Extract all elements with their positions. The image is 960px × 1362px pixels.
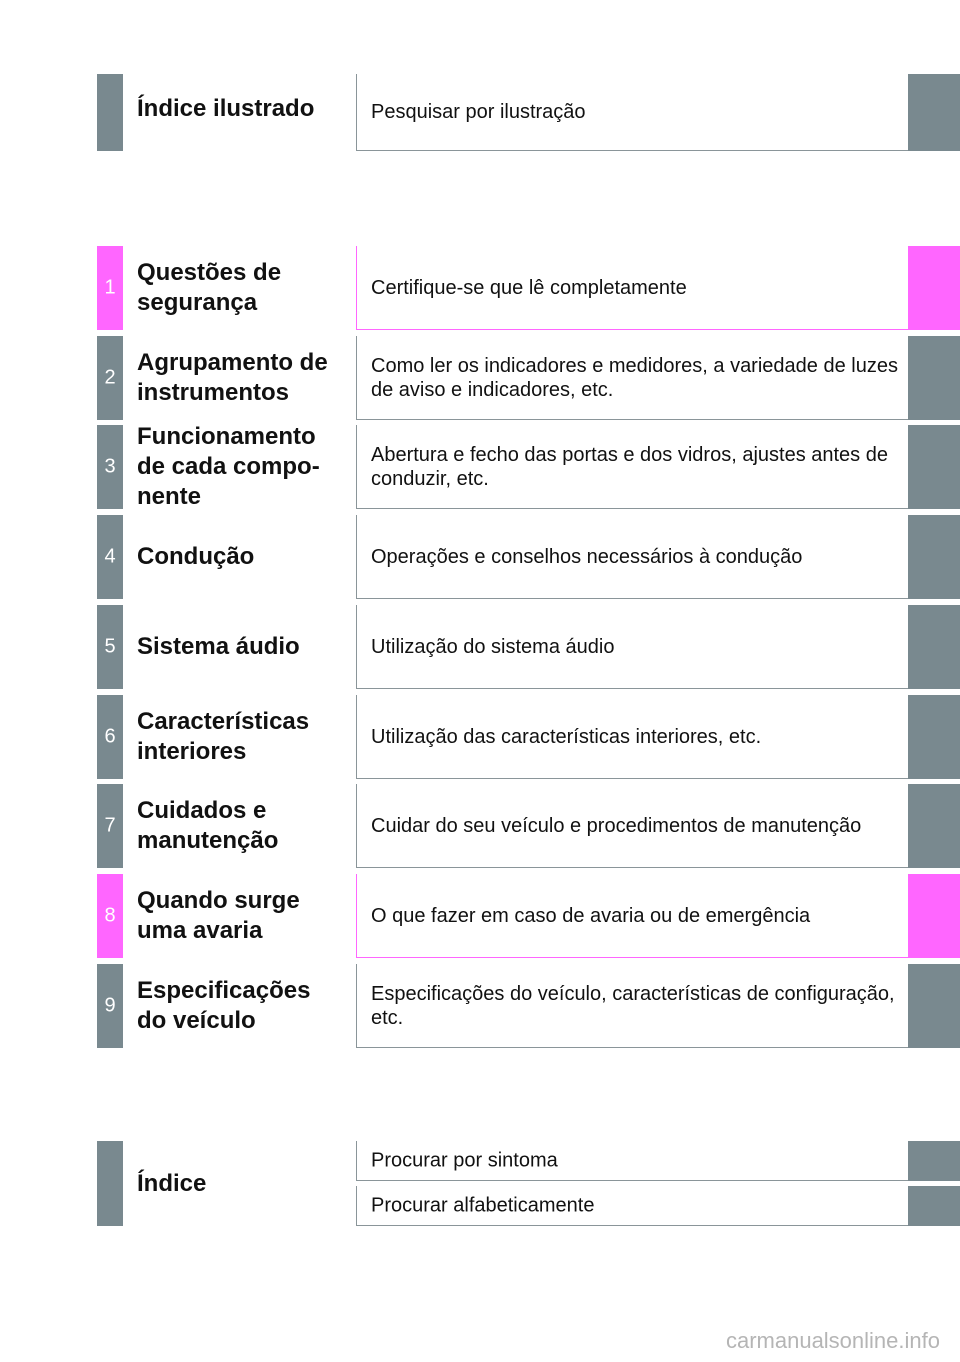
section-tab (97, 874, 123, 958)
index-symptom-right-tab (908, 1141, 960, 1181)
section-title-line: Agrupamento de (137, 349, 328, 376)
section-right-tab (908, 874, 960, 958)
section-title (137, 886, 352, 946)
index-item-label: Procurar por sintoma (371, 1149, 558, 1171)
section-title-line: manutenção (137, 827, 279, 854)
section-right-tab (908, 425, 960, 509)
section-number: 3 (104, 455, 116, 478)
section-row-4[interactable] (0, 515, 960, 599)
watermark: carmanualsonline.info (725, 1328, 940, 1353)
section-title-line: Condução (137, 543, 255, 570)
section-right-tab (908, 336, 960, 420)
section-tab (97, 964, 123, 1048)
section-tab (97, 784, 123, 868)
header-right-tab (908, 74, 960, 151)
section-title-line: nente (137, 483, 202, 510)
section-description: Especificações do veículo, características de configuração, etc. (371, 982, 895, 1029)
section-number: 4 (104, 545, 116, 568)
section-description-box (356, 695, 908, 779)
section-description-box (356, 246, 908, 330)
section-title (137, 632, 352, 662)
section-title-line: interiores (137, 738, 247, 765)
section-title (137, 707, 352, 767)
section-title-line: Características (137, 708, 310, 735)
section-number: 2 (104, 366, 116, 389)
section-title-line: Sistema áudio (137, 633, 300, 660)
section-description: Certifique-se que lê completamente (371, 276, 687, 299)
section-title-line: Funcionamento (137, 423, 316, 450)
illustrated-index-title: Índice ilustrado (137, 95, 315, 122)
section-row-9[interactable] (0, 964, 960, 1048)
section-description: Operações e conselhos necessários à condução (371, 545, 803, 568)
section-number: 6 (104, 725, 116, 748)
section-row-5[interactable] (0, 605, 960, 689)
section-description-box (356, 784, 908, 868)
section-description-box (356, 336, 908, 420)
index-alphabetical-right-tab (908, 1186, 960, 1226)
header-left-tab (97, 74, 123, 151)
section-tab (97, 605, 123, 689)
section-title (137, 348, 352, 408)
section-row-7[interactable] (0, 784, 960, 868)
section-row-8[interactable] (0, 874, 960, 958)
section-tab (97, 695, 123, 779)
section-description-box (356, 605, 908, 689)
section-description-box (356, 874, 908, 958)
section-number: 8 (104, 904, 116, 927)
section-description-box (356, 515, 908, 599)
section-description: Utilização das características interiores, etc. (371, 725, 762, 748)
section-title-line: de cada compo- (137, 453, 320, 480)
section-title-line: Cuidados e (137, 797, 267, 824)
section-right-tab (908, 246, 960, 330)
illustrated-index-row[interactable] (0, 74, 960, 151)
section-description-box (356, 425, 908, 509)
section-number: 9 (104, 994, 116, 1017)
section-tab (97, 515, 123, 599)
section-number: 7 (104, 814, 116, 837)
section-title-line: Especificações (137, 977, 311, 1004)
index-left-tab (97, 1141, 123, 1226)
illustrated-index-description: Pesquisar por ilustração (371, 101, 586, 123)
section-right-tab (908, 784, 960, 868)
section-title (137, 422, 352, 512)
section-number: 5 (104, 635, 116, 658)
section-title-line: Quando surge (137, 887, 300, 914)
section-title-line: uma avaria (137, 917, 263, 944)
section-right-tab (908, 964, 960, 1048)
section-description: O que fazer em caso de avaria ou de emergência (371, 904, 811, 927)
illustrated-index-desc-box (356, 74, 908, 151)
index-item-alphabetical[interactable] (356, 1186, 908, 1226)
section-tab (97, 246, 123, 330)
section-row-1[interactable] (0, 246, 960, 330)
section-tab (97, 336, 123, 420)
section-title-line: Questões de (137, 259, 282, 286)
section-right-tab (908, 605, 960, 689)
section-title-line: segurança (137, 289, 258, 316)
section-description-box (356, 964, 908, 1048)
section-row-3[interactable] (0, 425, 960, 509)
section-title-line: instrumentos (137, 379, 290, 406)
index-item-label: Procurar alfabeticamente (371, 1194, 595, 1216)
section-description: Abertura e fecho das portas e dos vidros, ajustes antes de conduzir, etc. (371, 443, 888, 490)
section-right-tab (908, 695, 960, 779)
section-tab (97, 425, 123, 509)
index-item-symptom[interactable] (356, 1141, 908, 1181)
section-row-2[interactable] (0, 336, 960, 420)
index-title: Índice (137, 1169, 207, 1197)
section-row-6[interactable] (0, 695, 960, 779)
section-title (137, 976, 352, 1036)
section-description: Como ler os indicadores e medidores, a variedade de luzes de aviso e indicadores, etc. (371, 354, 898, 401)
section-right-tab (908, 515, 960, 599)
section-title-line: do veículo (137, 1007, 256, 1034)
section-description: Utilização do sistema áudio (371, 635, 615, 658)
section-number: 1 (104, 276, 116, 299)
section-description: Cuidar do seu veículo e procedimentos de manutenção (371, 814, 862, 837)
section-title (137, 542, 352, 572)
section-title (137, 796, 352, 856)
section-title (137, 258, 352, 318)
